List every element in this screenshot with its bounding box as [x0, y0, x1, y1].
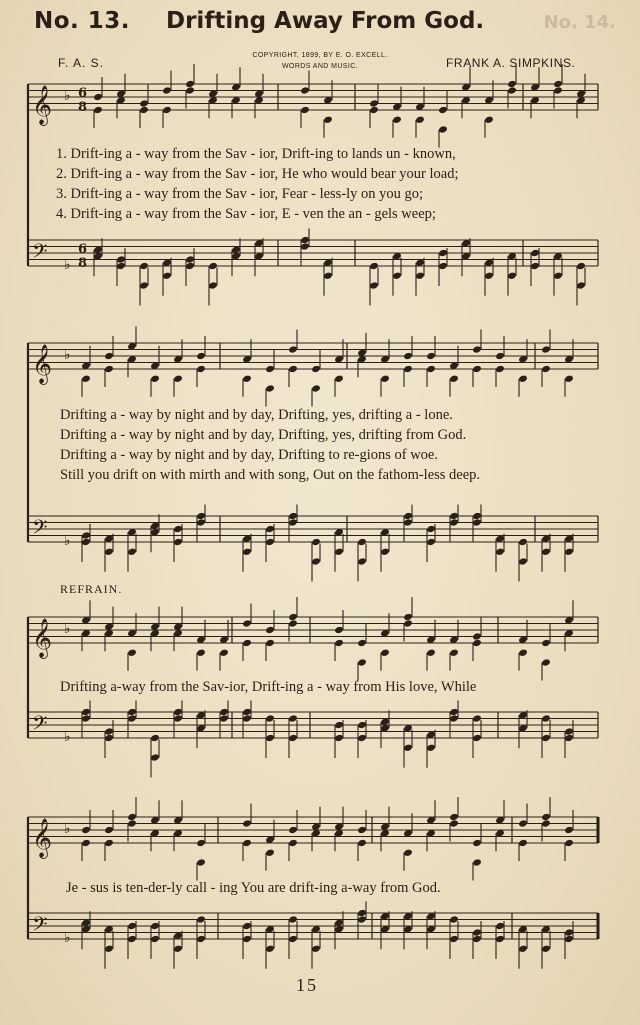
note-head-icon: [288, 714, 298, 722]
note-head-icon: [564, 935, 574, 943]
note-head-icon: [518, 375, 528, 383]
copyright-line-1: COPYRIGHT, 1899, BY E. O. EXCELL.: [252, 52, 388, 59]
note-head-icon: [81, 538, 91, 546]
note-head-icon: [472, 639, 482, 647]
note-head-icon: [127, 935, 137, 943]
note-head-icon: [196, 518, 206, 526]
note-head-icon: [150, 734, 160, 742]
note-head-icon: [127, 548, 137, 556]
note-head-icon: [265, 365, 275, 373]
note-head-icon: [449, 512, 459, 520]
note-head-icon: [196, 915, 206, 923]
note-head-icon: [81, 839, 91, 847]
note-head-icon: [288, 613, 298, 621]
note-head-icon: [553, 272, 563, 280]
page-number: 15: [296, 975, 318, 995]
note-head-icon: [81, 714, 91, 722]
note-head-icon: [392, 116, 402, 124]
note-head-icon: [541, 813, 551, 821]
time-signature-icon: 6: [78, 242, 88, 257]
note-head-icon: [334, 721, 344, 729]
note-head-icon: [300, 242, 310, 250]
note-head-icon: [357, 658, 367, 666]
note-head-icon: [242, 375, 252, 383]
note-head-icon: [288, 365, 298, 373]
note-head-icon: [564, 548, 574, 556]
note-head-icon: [472, 935, 482, 943]
note-head-icon: [472, 632, 482, 640]
note-head-icon: [219, 708, 229, 716]
note-head-icon: [334, 626, 344, 634]
note-head-icon: [507, 86, 517, 94]
verse-2-line-2: Drifting a - way by night and by day, Drifting, yes, drifting from God.: [60, 427, 467, 443]
note-head-icon: [403, 744, 413, 752]
note-head-icon: [541, 345, 551, 353]
note-head-icon: [426, 538, 436, 546]
note-head-icon: [357, 721, 367, 729]
flat-sign-icon: ♭: [64, 257, 71, 273]
flat-sign-icon: ♭: [64, 621, 71, 637]
note-head-icon: [311, 945, 321, 953]
note-head-icon: [576, 262, 586, 270]
flat-sign-icon: ♭: [64, 930, 71, 946]
note-head-icon: [288, 826, 298, 834]
note-head-icon: [196, 352, 206, 360]
flat-sign-icon: ♭: [64, 729, 71, 745]
verse-4-line-1: 4. Drift-ing a - way from the Sav - ior, E - ven the an - gels weep;: [56, 206, 436, 222]
note-head-icon: [196, 365, 206, 373]
note-head-icon: [196, 839, 206, 847]
note-head-icon: [288, 915, 298, 923]
note-head-icon: [518, 649, 528, 657]
note-head-icon: [116, 262, 126, 270]
note-head-icon: [150, 922, 160, 930]
note-head-icon: [507, 272, 517, 280]
note-head-icon: [449, 518, 459, 526]
note-head-icon: [449, 915, 459, 923]
note-head-icon: [357, 639, 367, 647]
note-head-icon: [242, 619, 252, 627]
time-signature-icon: 8: [78, 100, 88, 115]
note-head-icon: [265, 945, 275, 953]
refrain-label: REFRAIN.: [60, 582, 123, 596]
note-head-icon: [185, 255, 195, 263]
note-head-icon: [265, 538, 275, 546]
author-initials: F. A. S.: [58, 56, 105, 70]
time-signature-icon: 6: [78, 86, 88, 101]
note-head-icon: [472, 365, 482, 373]
note-head-icon: [288, 734, 298, 742]
note-head-icon: [449, 649, 459, 657]
note-head-icon: [242, 819, 252, 827]
note-head-icon: [426, 352, 436, 360]
note-head-icon: [472, 518, 482, 526]
note-head-icon: [265, 734, 275, 742]
note-head-icon: [242, 839, 252, 847]
note-head-icon: [357, 839, 367, 847]
note-head-icon: [380, 548, 390, 556]
note-head-icon: [185, 262, 195, 270]
note-head-icon: [403, 518, 413, 526]
note-head-icon: [403, 619, 413, 627]
refrain-line-2: Je - sus is ten-der-ly call - ing You are drift-ing a-way from God.: [66, 880, 441, 896]
note-head-icon: [564, 826, 574, 834]
note-head-icon: [553, 86, 563, 94]
note-head-icon: [541, 734, 551, 742]
note-head-icon: [334, 548, 344, 556]
note-head-icon: [357, 557, 367, 565]
composer-name: FRANK A. SIMPKINS.: [446, 56, 576, 70]
note-head-icon: [127, 922, 137, 930]
note-head-icon: [116, 255, 126, 263]
note-head-icon: [334, 375, 344, 383]
refrain-line-1: Drifting a-way from the Sav-ior, Drift-ing a - way from His love, While: [60, 679, 477, 695]
note-head-icon: [369, 281, 379, 289]
note-head-icon: [162, 86, 172, 94]
note-head-icon: [564, 734, 574, 742]
note-head-icon: [438, 249, 448, 257]
note-head-icon: [104, 734, 114, 742]
note-head-icon: [288, 345, 298, 353]
note-head-icon: [242, 714, 252, 722]
note-head-icon: [518, 538, 528, 546]
note-head-icon: [150, 753, 160, 761]
note-head-icon: [495, 365, 505, 373]
note-head-icon: [495, 922, 505, 930]
note-head-icon: [403, 365, 413, 373]
note-head-icon: [484, 116, 494, 124]
note-head-icon: [81, 708, 91, 716]
note-head-icon: [196, 858, 206, 866]
note-head-icon: [518, 557, 528, 565]
note-head-icon: [403, 512, 413, 520]
note-head-icon: [196, 512, 206, 520]
note-head-icon: [265, 626, 275, 634]
note-head-icon: [380, 375, 390, 383]
bass-clef-icon: 𝄢: [32, 711, 48, 740]
note-head-icon: [392, 272, 402, 280]
note-head-icon: [426, 649, 436, 657]
treble-clef-icon: 𝄞: [32, 344, 53, 384]
note-head-icon: [93, 93, 103, 101]
note-head-icon: [323, 272, 333, 280]
note-head-icon: [311, 538, 321, 546]
note-head-icon: [369, 99, 379, 107]
note-head-icon: [449, 714, 459, 722]
note-head-icon: [357, 734, 367, 742]
note-head-icon: [541, 639, 551, 647]
note-head-icon: [265, 384, 275, 392]
note-head-icon: [518, 839, 528, 847]
note-head-icon: [104, 365, 114, 373]
note-head-icon: [438, 262, 448, 270]
note-head-icon: [242, 548, 252, 556]
note-head-icon: [173, 708, 183, 716]
note-head-icon: [334, 639, 344, 647]
note-head-icon: [300, 236, 310, 244]
note-head-icon: [449, 935, 459, 943]
note-head-icon: [208, 262, 218, 270]
note-head-icon: [484, 272, 494, 280]
note-head-icon: [426, 744, 436, 752]
bleed-through-text: No. 14.: [543, 12, 616, 33]
verse-1-line-1: 1. Drift-ing a - way from the Sav - ior, Drift-ing to lands un - known,: [56, 146, 456, 162]
note-head-icon: [438, 106, 448, 114]
note-head-icon: [553, 80, 563, 88]
note-head-icon: [311, 365, 321, 373]
note-head-icon: [472, 839, 482, 847]
note-head-icon: [150, 375, 160, 383]
note-head-icon: [81, 531, 91, 539]
bass-clef-icon: 𝄢: [32, 912, 48, 941]
note-head-icon: [81, 375, 91, 383]
note-head-icon: [219, 649, 229, 657]
note-head-icon: [495, 352, 505, 360]
bass-clef-icon: 𝄢: [32, 515, 48, 544]
note-head-icon: [541, 819, 551, 827]
hymn-title: Drifting Away From God.: [166, 8, 485, 34]
note-head-icon: [415, 272, 425, 280]
note-head-icon: [139, 99, 149, 107]
treble-clef-icon: 𝄞: [32, 85, 53, 125]
note-head-icon: [530, 249, 540, 257]
note-head-icon: [288, 619, 298, 627]
note-head-icon: [530, 262, 540, 270]
note-head-icon: [104, 945, 114, 953]
note-head-icon: [173, 538, 183, 546]
note-head-icon: [415, 116, 425, 124]
note-head-icon: [472, 714, 482, 722]
note-head-icon: [139, 262, 149, 270]
note-head-icon: [449, 813, 459, 821]
note-head-icon: [288, 935, 298, 943]
note-head-icon: [357, 909, 367, 917]
note-head-icon: [139, 281, 149, 289]
note-head-icon: [403, 849, 413, 857]
note-head-icon: [311, 557, 321, 565]
note-head-icon: [576, 281, 586, 289]
note-head-icon: [449, 375, 459, 383]
note-head-icon: [438, 125, 448, 133]
note-head-icon: [495, 548, 505, 556]
note-head-icon: [288, 512, 298, 520]
note-head-icon: [472, 345, 482, 353]
note-head-icon: [127, 819, 137, 827]
note-head-icon: [242, 639, 252, 647]
treble-clef-icon: 𝄞: [32, 618, 53, 658]
note-head-icon: [357, 915, 367, 923]
note-head-icon: [507, 80, 517, 88]
note-head-icon: [173, 945, 183, 953]
note-head-icon: [541, 658, 551, 666]
note-head-icon: [426, 525, 436, 533]
note-head-icon: [150, 935, 160, 943]
note-head-icon: [541, 548, 551, 556]
note-head-icon: [185, 86, 195, 94]
time-signature-icon: 8: [78, 256, 88, 271]
note-head-icon: [323, 116, 333, 124]
note-head-icon: [104, 839, 114, 847]
note-head-icon: [564, 928, 574, 936]
note-head-icon: [93, 106, 103, 114]
note-head-icon: [449, 708, 459, 716]
note-head-icon: [472, 512, 482, 520]
note-head-icon: [242, 922, 252, 930]
note-head-icon: [564, 839, 574, 847]
note-head-icon: [242, 708, 252, 716]
note-head-icon: [541, 365, 551, 373]
note-head-icon: [541, 945, 551, 953]
note-head-icon: [518, 819, 528, 827]
note-head-icon: [426, 365, 436, 373]
note-head-icon: [300, 86, 310, 94]
note-head-icon: [81, 826, 91, 834]
verse-3-line-1: 3. Drift-ing a - way from the Sav - ior, Fear - less-ly on you go;: [56, 186, 424, 202]
flat-sign-icon: ♭: [64, 821, 71, 837]
flat-sign-icon: ♭: [64, 533, 71, 549]
copyright-line-2: WORDS AND MUSIC.: [281, 63, 358, 70]
treble-clef-icon: 𝄞: [32, 818, 53, 858]
note-head-icon: [139, 106, 149, 114]
note-head-icon: [472, 928, 482, 936]
note-head-icon: [104, 548, 114, 556]
flat-sign-icon: ♭: [64, 347, 71, 363]
note-head-icon: [104, 727, 114, 735]
note-head-icon: [380, 649, 390, 657]
note-head-icon: [265, 525, 275, 533]
note-head-icon: [564, 375, 574, 383]
verse-3-line-2: Drifting a - way by night and by day, Drifting to re-gions of woe.: [60, 447, 438, 463]
note-head-icon: [208, 281, 218, 289]
note-head-icon: [185, 80, 195, 88]
note-head-icon: [288, 518, 298, 526]
bass-clef-icon: 𝄢: [32, 239, 48, 268]
note-head-icon: [403, 613, 413, 621]
note-head-icon: [127, 649, 137, 657]
verse-4-line-2: Still you drift on with mirth and with song, Out on the fathom-less deep.: [60, 467, 481, 483]
note-head-icon: [518, 945, 528, 953]
note-head-icon: [541, 714, 551, 722]
verse-2-line-1: 2. Drift-ing a - way from the Sav - ior, He who would bear your load;: [56, 166, 459, 182]
note-head-icon: [173, 714, 183, 722]
note-head-icon: [127, 813, 137, 821]
note-head-icon: [173, 525, 183, 533]
flat-sign-icon: ♭: [64, 88, 71, 104]
note-head-icon: [104, 826, 114, 834]
note-head-icon: [564, 727, 574, 735]
note-head-icon: [127, 714, 137, 722]
note-head-icon: [242, 935, 252, 943]
note-head-icon: [403, 352, 413, 360]
note-head-icon: [162, 272, 172, 280]
note-head-icon: [472, 858, 482, 866]
note-head-icon: [173, 375, 183, 383]
note-head-icon: [369, 106, 379, 114]
note-head-icon: [162, 106, 172, 114]
hymn-number: No. 13.: [34, 8, 131, 34]
note-head-icon: [196, 649, 206, 657]
note-head-icon: [265, 639, 275, 647]
note-head-icon: [196, 935, 206, 943]
note-head-icon: [369, 262, 379, 270]
note-head-icon: [265, 714, 275, 722]
note-head-icon: [300, 106, 310, 114]
note-head-icon: [495, 935, 505, 943]
note-head-icon: [265, 849, 275, 857]
note-head-icon: [288, 839, 298, 847]
note-head-icon: [357, 826, 367, 834]
note-head-icon: [449, 819, 459, 827]
note-head-icon: [219, 714, 229, 722]
note-head-icon: [104, 352, 114, 360]
note-head-icon: [127, 708, 137, 716]
verse-1-line-2: Drifting a - way by night and by day, Drifting, yes, drifting a - lone.: [60, 407, 453, 423]
note-head-icon: [357, 538, 367, 546]
note-head-icon: [311, 384, 321, 392]
note-head-icon: [334, 734, 344, 742]
note-head-icon: [472, 734, 482, 742]
